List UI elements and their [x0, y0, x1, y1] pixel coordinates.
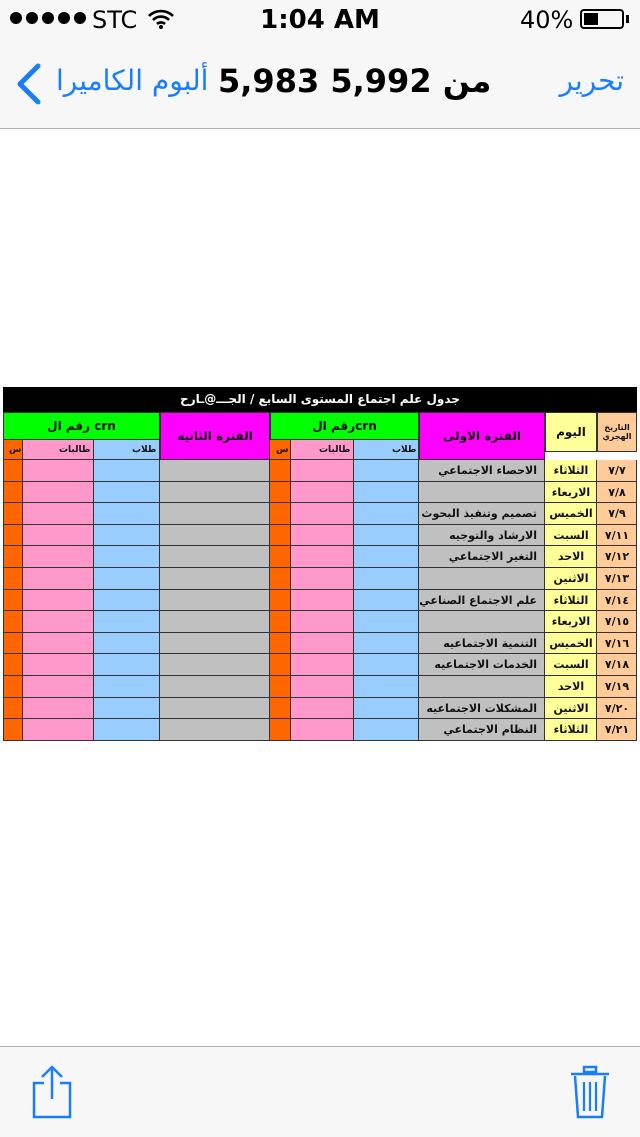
students-m-cell-2 — [94, 503, 160, 525]
students-m-cell-1 — [354, 590, 419, 612]
s-cell-1 — [270, 503, 291, 525]
students-f-cell-1 — [291, 654, 354, 676]
date-text: ٧/١٨ — [604, 658, 630, 672]
s-cell-2 — [3, 568, 23, 590]
students-f-cell-1 — [291, 482, 354, 504]
subheader-cell — [94, 440, 160, 460]
students-f-cell-2 — [23, 568, 94, 590]
battery-level — [584, 13, 598, 25]
subject-text: علم الاجتماع الصناعي — [419, 593, 537, 607]
edit-button[interactable]: تحرير — [559, 64, 624, 97]
clock: 1:04 AM — [260, 5, 380, 35]
s-cell-1 — [270, 611, 291, 633]
period-2-cell — [160, 482, 270, 504]
students-f-cell-1 — [291, 676, 354, 698]
s-cell-2 — [3, 482, 23, 504]
s-cell-1 — [270, 654, 291, 676]
period-2-cell — [160, 546, 270, 568]
s-cell-1 — [270, 590, 291, 612]
s-cell-1 — [270, 525, 291, 547]
students-m-cell-1 — [354, 568, 419, 590]
day-text: السبت — [553, 658, 589, 672]
subheader-cell — [3, 440, 23, 460]
students-m-cell-1 — [354, 482, 419, 504]
students-f-cell-1 — [291, 503, 354, 525]
students-f-cell-2 — [23, 503, 94, 525]
students-f-cell-2 — [23, 654, 94, 676]
subject-cell — [419, 611, 545, 633]
period-2-cell — [160, 590, 270, 612]
subject-cell — [419, 676, 545, 698]
students-m-cell-2 — [94, 719, 160, 741]
students-m-cell-2 — [94, 633, 160, 655]
date-text: ٧/١١ — [604, 528, 630, 542]
header-crn-1: رقم الcrn — [270, 412, 419, 440]
day-text: الاحد — [557, 550, 585, 564]
s-cell-2 — [3, 460, 23, 482]
students-m-cell-2 — [94, 460, 160, 482]
students-f-cell-2 — [23, 590, 94, 612]
subheader-s-1: س — [276, 445, 289, 455]
subject-text: الارشاد والتوجيه — [449, 528, 537, 542]
subject-text: المشكلات الاجتماعيه — [426, 701, 537, 715]
date-text: ٧/٩ — [608, 507, 626, 521]
students-m-cell-1 — [354, 719, 419, 741]
date-text: ٧/٢١ — [604, 723, 630, 737]
photo-viewer[interactable] — [0, 129, 640, 1046]
day-text: الاثنين — [553, 701, 589, 715]
page-title: 5,983 من 5,992 — [218, 62, 492, 100]
students-f-cell-1 — [291, 633, 354, 655]
period-2-cell — [160, 676, 270, 698]
subject-text: تصميم وتنفيذ البحوث — [421, 507, 537, 521]
students-m-cell-2 — [94, 654, 160, 676]
s-cell-2 — [3, 525, 23, 547]
students-m-cell-2 — [94, 676, 160, 698]
date-text: ٧/١٤ — [604, 593, 630, 607]
day-text: السبت — [553, 528, 589, 542]
s-cell-1 — [270, 676, 291, 698]
subheader-students-m-2: طلاب — [132, 445, 157, 455]
period-2-cell — [160, 525, 270, 547]
carrier-label: STC — [92, 6, 138, 34]
s-cell-2 — [3, 654, 23, 676]
s-cell-1 — [270, 633, 291, 655]
header-date: التاريخ الهجري — [597, 412, 637, 452]
subheader-students-f-2: طالبات — [59, 445, 91, 455]
students-f-cell-2 — [23, 460, 94, 482]
students-f-cell-2 — [23, 719, 94, 741]
date-text: ٧/١٢ — [604, 550, 630, 564]
day-text: الخميس — [549, 507, 593, 521]
share-icon[interactable] — [30, 1065, 74, 1119]
period-2-cell — [160, 654, 270, 676]
header-period-1: الفترة الاولى — [419, 412, 545, 460]
subheader-cell — [270, 440, 291, 460]
date-text: ٧/١٥ — [604, 615, 630, 629]
students-m-cell-1 — [354, 633, 419, 655]
students-m-cell-1 — [354, 503, 419, 525]
period-2-cell — [160, 568, 270, 590]
students-m-cell-1 — [354, 546, 419, 568]
s-cell-2 — [3, 633, 23, 655]
students-f-cell-1 — [291, 590, 354, 612]
students-m-cell-1 — [354, 676, 419, 698]
subject-text: النظام الاجتماعي — [443, 723, 537, 737]
day-text: الاربعاء — [551, 485, 591, 499]
students-m-cell-1 — [354, 525, 419, 547]
students-f-cell-2 — [23, 611, 94, 633]
subheader-s-2: س — [9, 445, 22, 455]
students-m-cell-2 — [94, 698, 160, 720]
sheet-title: جدول علم اجتماع المستوى السابع / الجـــ@ـارح — [3, 387, 637, 412]
subject-text: الخدمات الاجتماعيه — [434, 658, 537, 672]
students-f-cell-2 — [23, 698, 94, 720]
students-f-cell-2 — [23, 482, 94, 504]
subheader-students-f-1: طالبات — [319, 445, 351, 455]
day-text: الخميس — [549, 636, 593, 650]
s-cell-1 — [270, 546, 291, 568]
s-cell-2 — [3, 698, 23, 720]
battery-nub — [626, 15, 629, 23]
day-text: الاربعاء — [551, 615, 591, 629]
subheader-cell — [354, 440, 419, 460]
students-f-cell-1 — [291, 525, 354, 547]
students-m-cell-1 — [354, 611, 419, 633]
s-cell-1 — [270, 698, 291, 720]
s-cell-1 — [270, 482, 291, 504]
subject-text: التنمية الاجتماعيه — [443, 636, 537, 650]
s-cell-2 — [3, 611, 23, 633]
students-f-cell-2 — [23, 633, 94, 655]
s-cell-1 — [270, 719, 291, 741]
period-2-cell — [160, 719, 270, 741]
subject-cell — [419, 482, 545, 504]
header-crn-2: رقم ال crn — [3, 412, 160, 440]
s-cell-2 — [3, 719, 23, 741]
students-f-cell-1 — [291, 568, 354, 590]
trash-icon[interactable] — [570, 1065, 610, 1119]
date-text: ٧/١٩ — [604, 680, 630, 693]
subheader-cell — [291, 440, 354, 460]
back-button[interactable]: ألبوم الكاميرا — [56, 64, 209, 97]
subject-text: الاحصاء الاجتماعي — [438, 464, 537, 477]
students-f-cell-1 — [291, 719, 354, 741]
date-text: ٧/٨ — [608, 485, 626, 499]
period-2-cell — [160, 503, 270, 525]
s-cell-2 — [3, 546, 23, 568]
date-text: ٧/١٦ — [604, 636, 630, 650]
chevron-left-icon[interactable] — [12, 62, 48, 106]
students-f-cell-1 — [291, 546, 354, 568]
navigation-bar — [0, 40, 640, 129]
date-text: ٧/٧ — [608, 464, 626, 477]
battery-percent: 40% — [520, 6, 574, 34]
students-f-cell-2 — [23, 676, 94, 698]
s-cell-2 — [3, 676, 23, 698]
day-text: الاثنين — [553, 572, 589, 585]
subheader-students-m-1: طلاب — [392, 445, 417, 455]
day-text: الثلاثاء — [553, 593, 589, 607]
students-m-cell-2 — [94, 525, 160, 547]
period-2-cell — [160, 698, 270, 720]
period-2-cell — [160, 633, 270, 655]
s-cell-2 — [3, 503, 23, 525]
students-m-cell-2 — [94, 611, 160, 633]
s-cell-1 — [270, 460, 291, 482]
bottom-toolbar — [0, 1046, 640, 1137]
period-2-cell — [160, 460, 270, 482]
battery-icon — [580, 9, 624, 29]
students-m-cell-1 — [354, 698, 419, 720]
students-f-cell-1 — [291, 611, 354, 633]
subheader-cell — [23, 440, 94, 460]
students-f-cell-1 — [291, 460, 354, 482]
students-f-cell-1 — [291, 698, 354, 720]
date-text: ٧/١٣ — [604, 572, 630, 585]
subject-text: التغير الاجتماعي — [448, 550, 537, 564]
subject-cell — [419, 568, 545, 590]
students-m-cell-1 — [354, 654, 419, 676]
s-cell-2 — [3, 590, 23, 612]
students-m-cell-2 — [94, 568, 160, 590]
schedule-spreadsheet-image — [3, 387, 637, 744]
day-text: الاحد — [557, 680, 585, 693]
s-cell-1 — [270, 568, 291, 590]
students-m-cell-2 — [94, 590, 160, 612]
students-f-cell-2 — [23, 546, 94, 568]
header-day: اليوم — [545, 412, 597, 452]
date-text: ٧/٢٠ — [604, 701, 630, 715]
students-f-cell-2 — [23, 525, 94, 547]
status-bar — [0, 0, 640, 40]
students-m-cell-2 — [94, 482, 160, 504]
header-period-2: الفترة الثانيه — [160, 412, 270, 460]
students-m-cell-2 — [94, 546, 160, 568]
period-2-cell — [160, 611, 270, 633]
students-m-cell-1 — [354, 460, 419, 482]
day-text: الثلاثاء — [553, 464, 589, 477]
day-text: الثلاثاء — [553, 723, 589, 737]
